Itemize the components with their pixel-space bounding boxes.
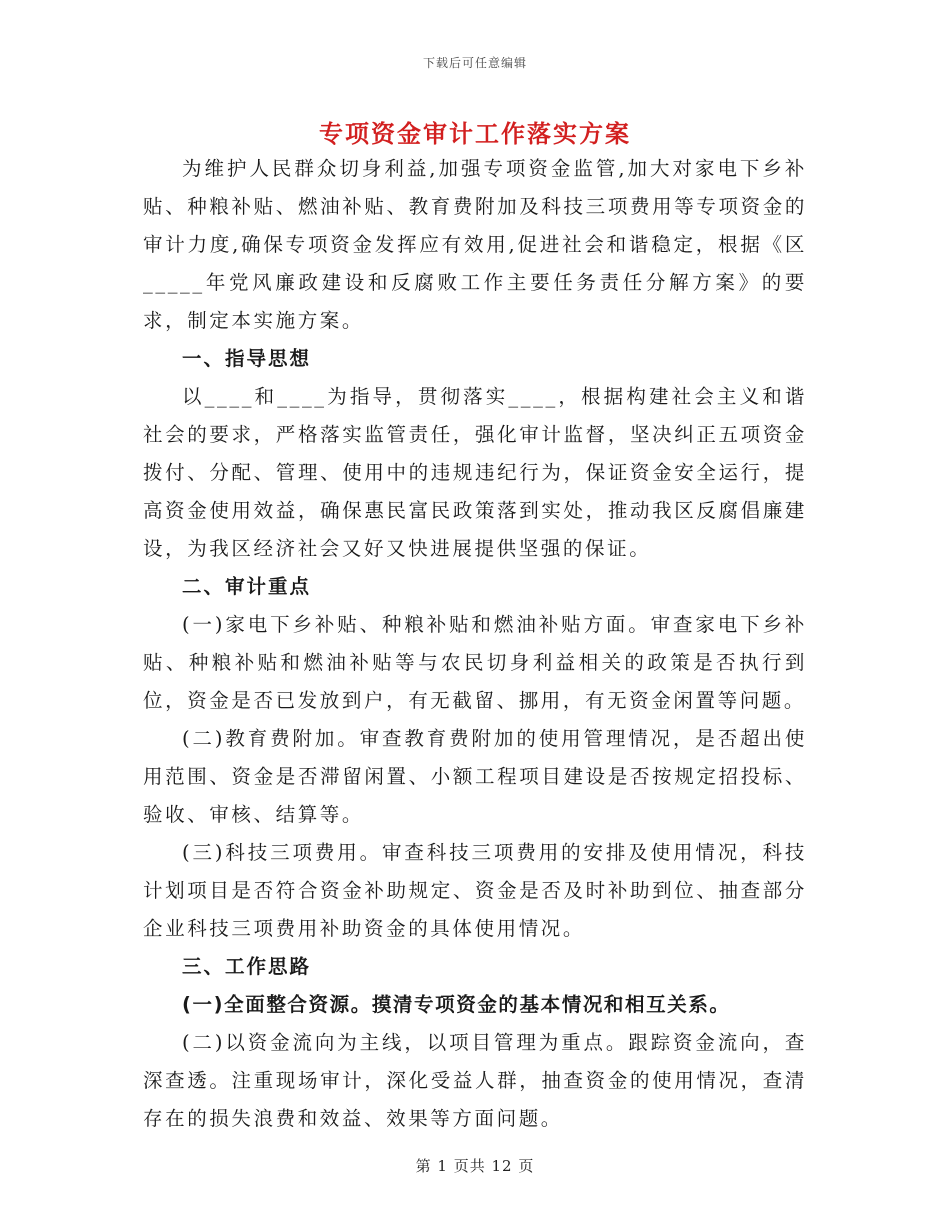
- audit-focus-item-2: (二)教育费附加。审查教育费附加的使用管理情况，是否超出使用范围、资金是否滞留闲置、小额工程项目建设是否按规定招投标、验收、审核、结算等。: [143, 727, 807, 826]
- page-footer: 第 1 页共 12 页: [415, 1157, 535, 1175]
- section-heading-audit-focus: 二、审计重点: [182, 575, 312, 598]
- audit-focus-item-3: (三)科技三项费用。审查科技三项费用的安排及使用情况，科技计划项目是否符合资金补助规定、资金是否及时补助到位、抽查部分企业科技三项费用补助资金的具体使用情况。: [143, 841, 807, 940]
- guiding-ideology-paragraph: 以____和____为指导，贯彻落实____，根据构建社会主义和谐社会的要求，严格落实监管责任，强化审计监督，坚决纠正五项资金拨付、分配、管理、使用中的违规违纪行为，保证资金安全运行，提高资金使用效益，确保惠民富民政策落到实处，推动我区反腐倡廉建设，为我区经济社会又好又快进展提供坚强的保证。: [143, 385, 807, 560]
- document-body: [143, 150, 807, 1138]
- document-title: 专项资金审计工作落实方案: [319, 120, 631, 148]
- work-approach-item-2: (二)以资金流向为主线，以项目管理为重点。跟踪资金流向，查深查透。注重现场审计，深化受益人群，抽查资金的使用情况，查清存在的损失浪费和效益、效果等方面问题。: [143, 1031, 807, 1130]
- page-header: 下载后可任意编辑: [422, 56, 527, 70]
- intro-paragraph: 为维护人民群众切身利益,加强专项资金监管,加大对家电下乡补贴、种粮补贴、燃油补贴、教育费附加及科技三项费用等专项资金的审计力度,确保专项资金发挥应有效用,促进社会和谐稳定，根据《区_____年党风廉政建设和反腐败工作主要任务责任分解方案》的要求，制定本实施方案。: [143, 157, 807, 332]
- audit-focus-item-1: (一)家电下乡补贴、种粮补贴和燃油补贴方面。审查家电下乡补贴、种粮补贴和燃油补贴等与农民切身利益相关的政策是否执行到位，资金是否已发放到户，有无截留、挪用，有无资金闲置等问题。: [143, 613, 807, 712]
- work-approach-item-1: (一)全面整合资源。摸清专项资金的基本情况和相互关系。: [182, 993, 731, 1016]
- section-heading-work-approach: 三、工作思路: [182, 955, 312, 978]
- section-heading-guiding-ideology: 一、指导思想: [182, 347, 312, 370]
